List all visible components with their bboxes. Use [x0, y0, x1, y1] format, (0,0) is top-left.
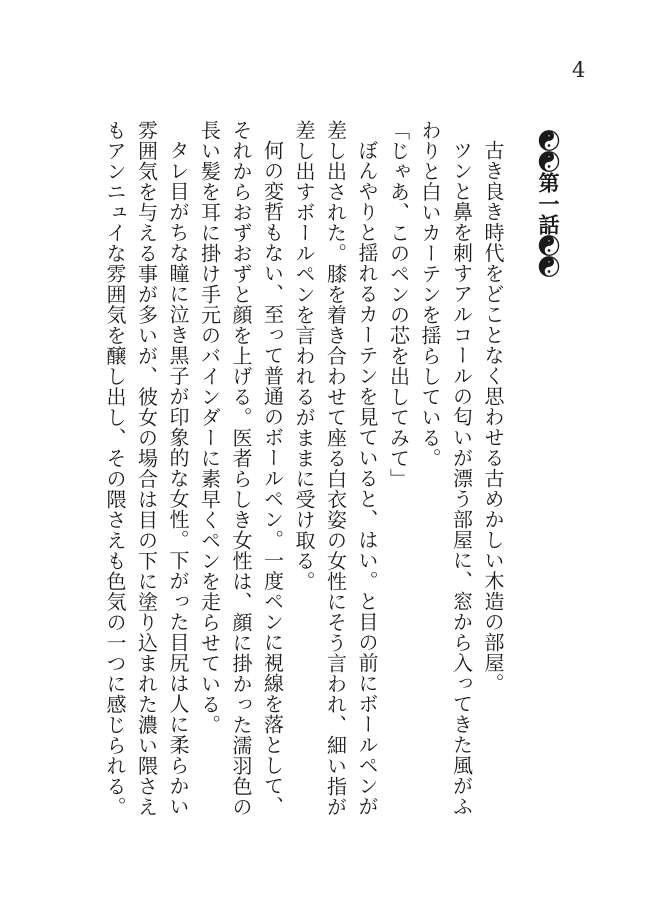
- paragraph: ぼんやりと揺れるカーテンを見ていると、はい。と目の前にボールペンが差し出された。膝を着き合わせて座る白衣姿の女性にそう言われ、細い指が差し出すボールペンを言われるがままに受け取る。: [292, 120, 379, 817]
- body-text: [103, 120, 508, 820]
- chapter-title: ☯☯第一話☯☯: [536, 130, 561, 277]
- paragraph: ツンと鼻を刺すアルコールの匂いが漂う部屋に、窓から入ってきた風がふわりと白いカーテンを揺らしている。: [418, 120, 474, 817]
- paragraph: 古き良き時代をどことなく思わせる古めかしい木造の部屋。: [481, 140, 505, 694]
- paragraph: 何の変哲もない、至って普通のボールペン。一度ペンに視線を落として、それからおずおずと顔を上げる。医者らしき女性は、顔に掛かった濡羽色の長い髪を耳に掛け手元のバインダーに素早くペンを走らせている。: [197, 120, 285, 817]
- dialogue-paragraph: 「じゃあ、このペンの芯を出してみて」: [386, 120, 411, 489]
- paragraph: タレ目がちな瞳に泣き黒子が印象的な女性。下がった目尻は人に柔らかい雰囲気を与える事が多いが、彼女の場合は目の下に塗り込まれた濃い隈さえもアンニュイな雰囲気を醸し出し、その隈さえも色気の一つに感じられる。: [103, 120, 190, 817]
- page-number: 4: [572, 58, 586, 82]
